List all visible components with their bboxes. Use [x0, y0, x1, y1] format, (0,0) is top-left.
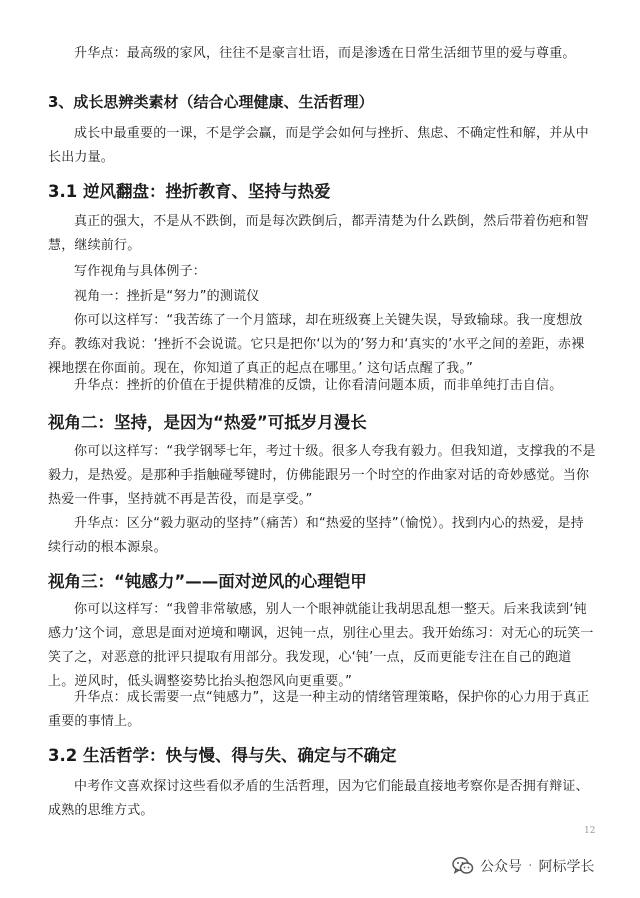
footer-account-type: 公众号 [480, 859, 522, 875]
paragraph-sublimation-frustration: 升华点：挫折的价值在于提供精准的反馈，让你看清问题本质，而非单纯打击自信。 [74, 378, 563, 393]
paragraph-life-philosophy: 中考作文喜欢探讨这些看似矛盾的生活哲理，因为它们能最直接地考察你是否拥有辩证、成熟的思维方式。 [48, 779, 589, 818]
paragraph-writing-angles: 写作视角与具体例子： [74, 264, 207, 279]
section-heading-3: 3、成长思辨类素材（结合心理健康、生活哲理） [48, 93, 374, 111]
paragraph-intro-growth: 成长中最重要的一课，不是学会赢，而是学会如何与挫折、焦虑、不确定性和解，并从中长出力量。 [48, 126, 589, 165]
paragraph-view-one: 视角一：挫折是“努力”的测谎仪 [74, 289, 260, 304]
wechat-icon [452, 856, 474, 876]
heading-view-three: 视角三：“钝感力”——面对逆风的心理铠甲 [48, 572, 367, 591]
paragraph-piano-example: 你可以这样写：“我学钢琴七年，考过十级。很多人夸我有毅力。但我知道，支撑我的不是毅力，是热爱。是那种手指触碰琴键时，仿佛能跟另一个时空的作曲家对话的奇妙感觉。当你热爱一件事，坚持就不再是苦役，而是享受。” [48, 444, 596, 507]
paragraph-true-strength: 真正的强大，不是从不跌倒，而是每次跌倒后，都弄清楚为什么跌倒，然后带着伤疤和智慧，继续前行。 [48, 214, 589, 253]
paragraph-sublimation-passion: 升华点：区分“毅力驱动的坚持”（痛苦）和“热爱的坚持”（愉悦）。找到内心的热爱，是持续行动的根本源泉。 [48, 516, 584, 555]
footer-account-name: 阿标学长 [538, 859, 595, 875]
section-heading-3-2: 3.2 生活哲学：快与慢、得与失、确定与不确定 [48, 746, 397, 765]
section-heading-3-1: 3.1 逆风翻盘：挫折教育、坚持与热爱 [48, 182, 331, 201]
footer-separator: · [528, 858, 533, 874]
paragraph-sublimation-insensitivity: 升华点：成长需要一点“钝感力”，这是一种主动的情绪管理策略，保护你的心力用于真正重要的事情上。 [48, 690, 590, 729]
paragraph-sublimation-family: 升华点：最高级的家风，往往不是豪言壮语，而是渗透在日常生活细节里的爱与尊重。 [74, 46, 576, 61]
paragraph-insensitivity-example: 你可以这样写：“我曾非常敏感，别人一个眼神就能让我胡思乱想一整天。后来我读到‘钝感力’这个词，意思是面对逆境和嘲讽，迟钝一点，别往心里去。我开始练习：对无心的玩笑一笑了之，对恶意的批评只提取有用部分。我发现，心‘钝’一点，反而更能专注在自己的跑道上。逆风时，低头调整姿势比抬头抱怨风向更重要。” [48, 602, 594, 689]
footer-watermark [452, 856, 594, 876]
heading-view-two: 视角二：坚持，是因为“热爱”可抵岁月漫长 [48, 413, 367, 432]
paragraph-basketball-example: 你可以这样写：“我苦练了一个月篮球，却在班级赛上关键失误，导致输球。我一度想放弃。教练对我说：‘挫折不会说谎。它只是把你‘以为的’努力和‘真实的’水平之间的差距，赤裸裸地摆在你面前。现在，你知道了真正的起点在哪里。’ 这句话点醒了我。” [48, 313, 585, 376]
page-number: 12 [584, 826, 596, 836]
